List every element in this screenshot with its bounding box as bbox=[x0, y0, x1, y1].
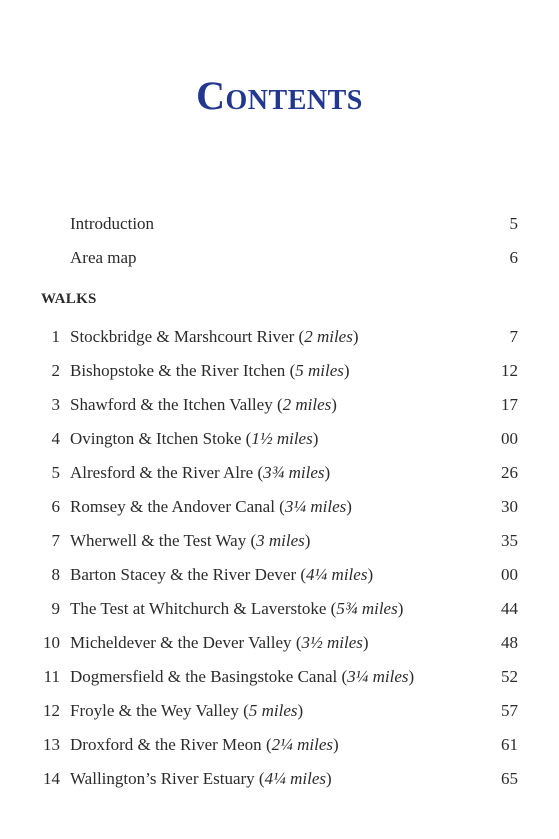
walk-title: Stockbridge & Marshcourt River (2 miles) bbox=[70, 327, 359, 346]
section-heading-walks: WALKS bbox=[41, 291, 97, 307]
walk-distance: 3½ miles bbox=[301, 633, 363, 652]
toc-entry-area-map[interactable] bbox=[0, 246, 559, 270]
walk-distance: 1½ miles bbox=[251, 429, 313, 448]
toc-entry-page: 6 bbox=[509, 248, 518, 267]
toc-walk-entry[interactable] bbox=[0, 597, 559, 621]
walk-name: Romsey & the Andover Canal bbox=[70, 497, 280, 516]
toc-walk-entry[interactable] bbox=[0, 325, 559, 349]
page-title: Contents bbox=[196, 73, 363, 118]
walk-number: 9 bbox=[51, 599, 60, 618]
toc-walk-entry[interactable] bbox=[0, 393, 559, 417]
walk-page: 00 bbox=[501, 565, 518, 584]
walk-number: 14 bbox=[43, 769, 60, 788]
walk-page: 61 bbox=[501, 735, 518, 754]
toc-walk-entry[interactable] bbox=[0, 699, 559, 723]
walk-page: 48 bbox=[501, 633, 518, 652]
walk-name: The Test at Whitchurch & Laverstoke bbox=[70, 599, 331, 618]
toc-entry-page: 5 bbox=[509, 214, 518, 233]
walk-name: Shawford & the Itchen Valley bbox=[70, 395, 277, 414]
walk-page: 57 bbox=[501, 701, 518, 720]
walk-title: Dogmersfield & the Basingstoke Canal (3¼ miles) bbox=[70, 667, 415, 686]
walk-distance: 2 miles bbox=[304, 327, 353, 346]
toc-entry-label: Introduction bbox=[70, 214, 155, 233]
walk-distance: 5 miles bbox=[248, 701, 298, 720]
walk-distance: 3¼ miles bbox=[284, 497, 347, 516]
walk-page: 65 bbox=[501, 769, 518, 788]
toc-walk-entry[interactable] bbox=[0, 767, 559, 791]
toc-walk-entry[interactable] bbox=[0, 733, 559, 757]
walk-number: 10 bbox=[43, 633, 60, 652]
walk-distance: 4¼ miles bbox=[264, 769, 326, 788]
walk-distance: 5¾ miles bbox=[336, 599, 398, 618]
walk-number: 13 bbox=[43, 735, 60, 754]
walk-number: 3 bbox=[51, 395, 60, 414]
walk-title: Romsey & the Andover Canal (3¼ miles) bbox=[70, 497, 352, 516]
walk-name: Droxford & the River Meon bbox=[70, 735, 266, 754]
walk-number: 2 bbox=[51, 361, 60, 380]
walk-number: 6 bbox=[51, 497, 60, 516]
walk-name: Froyle & the Wey Valley bbox=[70, 701, 244, 720]
walk-name: Micheldever & the Dever Valley bbox=[70, 633, 296, 652]
walk-name: Wallington’s River Estuary bbox=[70, 769, 259, 788]
walk-name: Barton Stacey & the River Dever bbox=[70, 565, 301, 584]
walk-page: 17 bbox=[501, 395, 518, 414]
toc-walk-entry[interactable] bbox=[0, 631, 559, 655]
toc-walk-entry[interactable] bbox=[0, 427, 559, 451]
toc-walk-entry[interactable] bbox=[0, 461, 559, 485]
walk-name: Bishopstoke & the River Itchen bbox=[70, 361, 290, 380]
walk-name: Ovington & Itchen Stoke bbox=[70, 429, 246, 448]
walk-title: The Test at Whitchurch & Laverstoke (5¾ miles) bbox=[70, 599, 404, 618]
walk-name: Wherwell & the Test Way bbox=[70, 531, 251, 550]
walk-number: 5 bbox=[51, 463, 60, 482]
walk-distance: 4¼ miles bbox=[306, 565, 368, 584]
walk-title: Bishopstoke & the River Itchen (5 miles) bbox=[70, 361, 350, 380]
walk-title: Alresford & the River Alre (3¾ miles) bbox=[70, 463, 331, 482]
walk-page: 26 bbox=[501, 463, 518, 482]
toc-walk-entry[interactable] bbox=[0, 665, 559, 689]
walk-name: Dogmersfield & the Basingstoke Canal bbox=[70, 667, 342, 686]
walk-title: Barton Stacey & the River Dever (4¼ miles) bbox=[70, 565, 374, 584]
walk-distance: 2 miles bbox=[282, 395, 332, 414]
walk-page: 52 bbox=[501, 667, 518, 686]
walk-number: 12 bbox=[43, 701, 60, 720]
walk-name: Stockbridge & Marshcourt River bbox=[70, 327, 299, 346]
walk-number: 11 bbox=[43, 667, 60, 686]
walk-page: 30 bbox=[501, 497, 518, 516]
walk-distance: 3¼ miles bbox=[347, 667, 409, 686]
walk-name: Alresford & the River Alre bbox=[70, 463, 258, 482]
walk-distance: 3¾ miles bbox=[263, 463, 325, 482]
walk-number: 7 bbox=[51, 531, 60, 550]
walk-page: 7 bbox=[509, 327, 518, 346]
walk-number: 8 bbox=[51, 565, 60, 584]
walk-title: Micheldever & the Dever Valley (3½ miles) bbox=[70, 633, 369, 652]
walk-title: Shawford & the Itchen Valley (2 miles) bbox=[70, 395, 337, 414]
walk-distance: 2¼ miles bbox=[271, 735, 333, 754]
walk-distance: 3 miles bbox=[256, 531, 305, 550]
walk-title: Ovington & Itchen Stoke (1½ miles) bbox=[70, 429, 319, 448]
toc-walk-entry[interactable] bbox=[0, 563, 559, 587]
toc-walk-entry[interactable] bbox=[0, 529, 559, 553]
walk-number: 4 bbox=[51, 429, 60, 448]
walk-page: 12 bbox=[501, 361, 518, 380]
toc-walk-entry[interactable] bbox=[0, 495, 559, 519]
walk-title: Wherwell & the Test Way (3 miles) bbox=[70, 531, 311, 550]
walk-page: 44 bbox=[501, 599, 518, 618]
walk-number: 1 bbox=[51, 327, 60, 346]
walk-title: Froyle & the Wey Valley (5 miles) bbox=[70, 701, 304, 720]
walk-title: Wallington’s River Estuary (4¼ miles) bbox=[70, 769, 332, 788]
walk-page: 00 bbox=[501, 429, 518, 448]
walk-distance: 5 miles bbox=[295, 361, 344, 380]
walk-title: Droxford & the River Meon (2¼ miles) bbox=[70, 735, 339, 754]
toc-walk-entry[interactable] bbox=[0, 359, 559, 383]
toc-entry-label: Area map bbox=[70, 248, 137, 267]
walk-page: 35 bbox=[501, 531, 518, 550]
toc-entry-introduction[interactable] bbox=[0, 212, 559, 236]
